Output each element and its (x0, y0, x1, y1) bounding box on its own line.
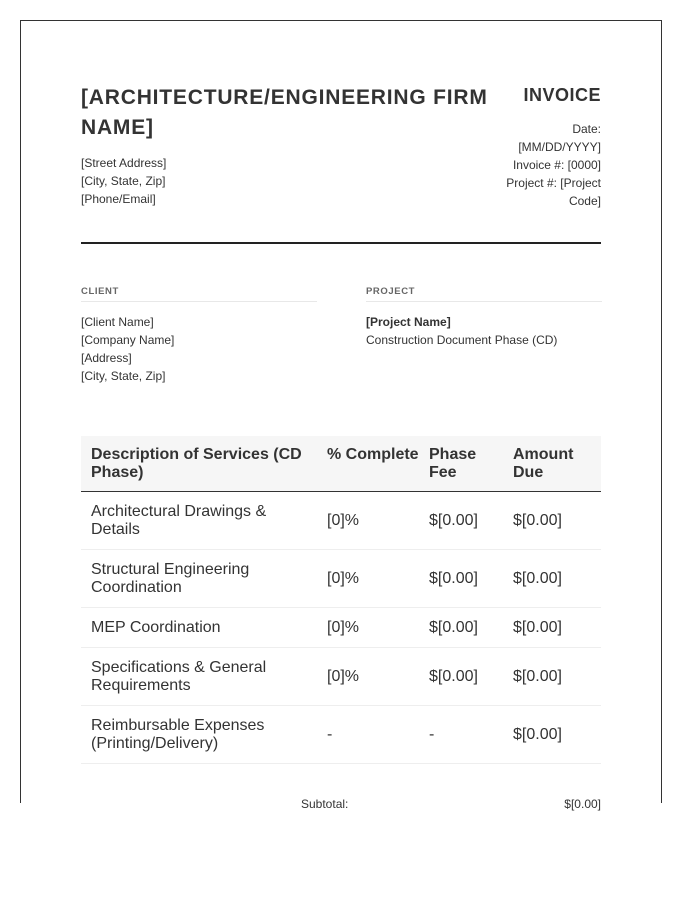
subtotal-label: Subtotal: (301, 797, 349, 811)
row-description: Reimbursable Expenses (Printing/Delivery) (91, 716, 265, 752)
firm-city-state-zip: [City, State, Zip] (81, 174, 166, 188)
firm-address (81, 154, 166, 208)
client-address: [Address] (81, 351, 132, 365)
header-phase-fee: Phase Fee (429, 446, 477, 481)
row-percent-complete: - (327, 725, 333, 743)
table-row (81, 648, 601, 706)
header-divider (81, 242, 601, 244)
row-phase-fee: $[0.00] (429, 511, 478, 529)
row-phase-fee: - (429, 725, 435, 743)
project-phase: Construction Document Phase (CD) (366, 333, 558, 347)
table-row (81, 706, 601, 764)
services-table (81, 436, 601, 764)
header-percent-complete: % Complete (327, 446, 419, 463)
client-company: [Company Name] (81, 333, 175, 347)
row-amount-due: $[0.00] (513, 725, 562, 743)
project-heading: PROJECT (366, 286, 602, 302)
firm-phone-email: [Phone/Email] (81, 192, 156, 206)
table-header-row (81, 436, 601, 492)
row-percent-complete: [0]% (327, 667, 360, 685)
table-row (81, 492, 601, 550)
subtotal-value: $[0.00] (564, 797, 601, 811)
row-amount-due: $[0.00] (513, 618, 562, 636)
invoice-date: Date: [MM/DD/YYYY] (518, 122, 601, 154)
header-amount-due: Amount Due (513, 446, 574, 481)
firm-name: [ARCHITECTURE/ENGINEERING FIRM NAME] (81, 86, 488, 139)
row-amount-due: $[0.00] (513, 569, 562, 587)
table-row (81, 550, 601, 608)
table-row (81, 608, 601, 648)
invoice-number: Invoice #: [0000] (512, 158, 601, 172)
invoice-page (20, 20, 662, 811)
firm-street-address: [Street Address] (81, 156, 167, 170)
row-percent-complete: [0]% (327, 511, 360, 529)
row-amount-due: $[0.00] (513, 667, 562, 685)
row-description: Specifications & General Requirements (91, 658, 267, 694)
client-city-state-zip: [City, State, Zip] (81, 369, 166, 383)
header-description: Description of Services (CD Phase) (91, 446, 302, 481)
project-number: Project #: [Project Code] (506, 176, 601, 208)
client-heading: CLIENT (81, 286, 317, 302)
row-description: MEP Coordination (91, 618, 221, 636)
row-percent-complete: [0]% (327, 569, 360, 587)
row-amount-due: $[0.00] (513, 511, 562, 529)
row-description: Architectural Drawings & Details (91, 502, 267, 538)
project-details (366, 313, 557, 349)
invoice-title: INVOICE (523, 85, 601, 105)
invoice-meta (491, 120, 601, 210)
row-phase-fee: $[0.00] (429, 569, 478, 587)
client-name: [Client Name] (81, 315, 154, 329)
row-phase-fee: $[0.00] (429, 667, 478, 685)
row-phase-fee: $[0.00] (429, 618, 478, 636)
client-details (81, 313, 174, 385)
row-description: Structural Engineering Coordination (91, 560, 250, 596)
project-name: [Project Name] (366, 315, 451, 329)
row-percent-complete: [0]% (327, 618, 360, 636)
